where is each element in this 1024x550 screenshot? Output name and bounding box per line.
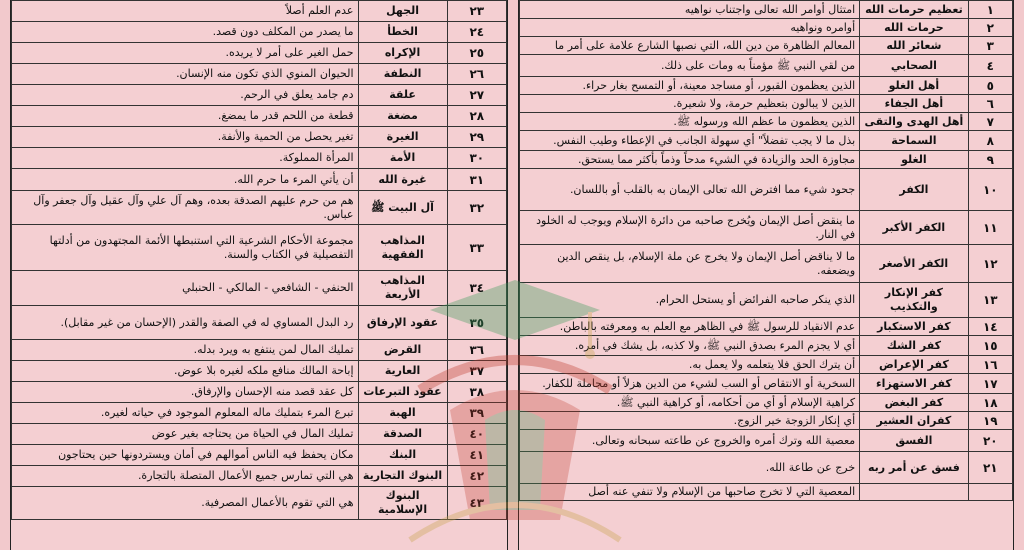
number-cell: ٢٨ <box>447 106 506 127</box>
number-cell: ٢١ <box>968 452 1012 484</box>
glossary-row <box>520 211 1013 245</box>
definition-cell: كل عقد قصد منه الإحسان والإرفاق. <box>12 382 359 403</box>
definition-cell: جحود شيء مما افترض الله تعالى الإيمان به بالقلب أو باللسان. <box>520 169 860 211</box>
definition-cell: معصية الله وترك أمره والخروج عن طاعته سبحانه وتعالى. <box>520 430 860 452</box>
left-glossary-table <box>11 0 507 520</box>
number-cell: ١٥ <box>968 336 1012 356</box>
definition-cell: دم جامد يعلق في الرحم. <box>12 85 359 106</box>
number-cell: ٢٩ <box>447 127 506 148</box>
definition-cell: أن يأتي المرء ما حرم الله. <box>12 169 359 191</box>
term-cell: الخطأ <box>358 22 447 43</box>
number-cell: ٣٣ <box>447 225 506 271</box>
term-cell: الفسق <box>860 430 968 452</box>
definition-cell: ما ينقض أصل الإيمان ويُخرج صاحبه من دائرة الإسلام ويوجب له الخلود في النار. <box>520 211 860 245</box>
number-cell: ٣٠ <box>447 148 506 169</box>
glossary-row <box>12 306 507 340</box>
number-cell: ٣٢ <box>447 191 506 225</box>
definition-cell: الذين يعظمون ما عظم الله ورسوله ﷺ. <box>520 113 860 131</box>
glossary-row <box>12 424 507 445</box>
number-cell: ٤٠ <box>447 424 506 445</box>
number-cell: ٨ <box>968 131 1012 151</box>
definition-cell: من لقي النبي ﷺ مؤمناً به ومات على ذلك. <box>520 55 860 77</box>
glossary-row <box>520 77 1013 95</box>
glossary-row <box>520 452 1013 484</box>
term-cell: البنوك التجارية <box>358 466 447 487</box>
number-cell: ٣٤ <box>447 271 506 306</box>
definition-cell: مجموعة الأحكام الشرعية التي استنبطها الأئمة المجتهدون من أدلتها التفصيلية في الكتاب والسنة. <box>12 225 359 271</box>
glossary-row <box>12 403 507 424</box>
definition-cell: خرج عن طاعة الله. <box>520 452 860 484</box>
number-cell: ٣٧ <box>447 361 506 382</box>
definition-cell: ما لا يناقض أصل الإيمان ولا يخرج عن ملة الإسلام، بل ينقص الدين ويضعفه. <box>520 245 860 283</box>
term-cell: القرض <box>358 340 447 361</box>
term-cell: النطفة <box>358 64 447 85</box>
term-cell: كفر الشك <box>860 336 968 356</box>
term-cell: حرمات الله <box>860 19 968 37</box>
definition-cell: الذين لا يبالون بتعظيم حرمة، ولا شعيرة. <box>520 95 860 113</box>
glossary-row <box>12 64 507 85</box>
term-cell: علقة <box>358 85 447 106</box>
number-cell: ٣١ <box>447 169 506 191</box>
term-cell: فسق عن أمر ربه <box>860 452 968 484</box>
term-cell: البنك <box>358 445 447 466</box>
number-cell: ٢٥ <box>447 43 506 64</box>
term-cell: شعائر الله <box>860 37 968 55</box>
number-cell: ٢ <box>968 19 1012 37</box>
term-cell: الغلو <box>860 151 968 169</box>
definition-cell: الذي ينكر صاحبه الفرائض أو يستحل الحرام. <box>520 283 860 318</box>
definition-cell: أي لا يجزم المرء بصدق النبي ﷺ، ولا كذبه، بل يشك في أمره. <box>520 336 860 356</box>
number-cell: ١ <box>968 1 1012 19</box>
glossary-row <box>520 19 1013 37</box>
term-cell: الكفر <box>860 169 968 211</box>
glossary-row <box>12 487 507 520</box>
definition-cell: المعصية التي لا تخرج صاحبها من الإسلام ولا تنفي عنه أصل <box>520 484 860 501</box>
term-cell: السماحة <box>860 131 968 151</box>
term-cell: كفر الإعراض <box>860 356 968 374</box>
definition-cell: مجاوزة الحد والزيادة في الشيء مدحاً وذماً بأكثر مما يستحق. <box>520 151 860 169</box>
number-cell: ١٦ <box>968 356 1012 374</box>
term-cell: المذاهب الفقهية <box>358 225 447 271</box>
definition-cell: بذل ما لا يجب تفضلاً" أي سهولة الجانب في الإعطاء وطيب النفس. <box>520 131 860 151</box>
glossary-row <box>12 271 507 306</box>
number-cell: ٢٤ <box>447 22 506 43</box>
definition-cell: تمليك المال لمن ينتفع به ويرد بدله. <box>12 340 359 361</box>
glossary-row <box>12 466 507 487</box>
definition-cell: كراهية الإسلام أو أي من أحكامه، أو كراهية النبي ﷺ. <box>520 394 860 412</box>
term-cell: المذاهب الأربعة <box>358 271 447 306</box>
definition-cell: حمل الغير على أمر لا يريده. <box>12 43 359 64</box>
definition-cell: إباحة المالك منافع ملكه لغيره بلا عوض. <box>12 361 359 382</box>
glossary-row <box>12 127 507 148</box>
term-cell: كفر البغض <box>860 394 968 412</box>
definition-cell: عدم الانقياد للرسول ﷺ في الظاهر مع العلم به ومعرفته بالباطن. <box>520 318 860 336</box>
glossary-row <box>520 1 1013 19</box>
glossary-row <box>12 225 507 271</box>
number-cell: ٣٩ <box>447 403 506 424</box>
term-cell: الغيرة <box>358 127 447 148</box>
number-cell: ٢٠ <box>968 430 1012 452</box>
glossary-row <box>520 37 1013 55</box>
number-cell: ٤ <box>968 55 1012 77</box>
term-cell: الأمة <box>358 148 447 169</box>
definition-cell: الذين يعظمون القبور، أو مساجد معينة، أو التمسح بغار حراء. <box>520 77 860 95</box>
number-cell: ١٩ <box>968 412 1012 430</box>
definition-cell: أي إنكار الزوجة خير الزوج. <box>520 412 860 430</box>
term-cell <box>860 484 968 501</box>
number-cell: ١٤ <box>968 318 1012 336</box>
number-cell: ٧ <box>968 113 1012 131</box>
number-cell: ٩ <box>968 151 1012 169</box>
definition-cell: أوامره ونواهيه <box>520 19 860 37</box>
glossary-row <box>12 191 507 225</box>
definition-cell: أن يترك الحق فلا يتعلمه ولا يعمل به. <box>520 356 860 374</box>
definition-cell: امتثال أوامر الله تعالى واجتناب نواهيه <box>520 1 860 19</box>
term-cell: مضغة <box>358 106 447 127</box>
number-cell: ٤٣ <box>447 487 506 520</box>
glossary-row <box>12 85 507 106</box>
glossary-row <box>520 374 1013 394</box>
number-cell: ٦ <box>968 95 1012 113</box>
glossary-row <box>520 356 1013 374</box>
term-cell: أهل الهدى والتقى <box>860 113 968 131</box>
right-glossary-body <box>520 1 1013 501</box>
definition-cell: هي التي تمارس جميع الأعمال المتصلة بالتجارة. <box>12 466 359 487</box>
definition-cell: المعالم الظاهرة من دين الله، التي نصبها الشارع علامة على أمر ما <box>520 37 860 55</box>
number-cell: ١٣ <box>968 283 1012 318</box>
glossary-row <box>520 318 1013 336</box>
glossary-row <box>12 43 507 64</box>
number-cell: ٣٦ <box>447 340 506 361</box>
term-cell: الصدقة <box>358 424 447 445</box>
term-cell: الهبة <box>358 403 447 424</box>
definition-cell: قطعة من اللحم قدر ما يمضغ. <box>12 106 359 127</box>
term-cell: كفر الاستهزاء <box>860 374 968 394</box>
number-cell: ١١ <box>968 211 1012 245</box>
number-cell: ١٧ <box>968 374 1012 394</box>
term-cell: الإكراه <box>358 43 447 64</box>
glossary-row <box>12 445 507 466</box>
definition-cell: عدم العلم أصلاً <box>12 1 359 22</box>
glossary-row <box>520 412 1013 430</box>
glossary-row <box>12 106 507 127</box>
number-cell: ١٨ <box>968 394 1012 412</box>
glossary-row <box>520 245 1013 283</box>
glossary-row <box>520 394 1013 412</box>
term-cell: تعظيم حرمات الله <box>860 1 968 19</box>
definition-cell: رد البدل المساوي له في الصفة والقدر (الإحسان من غير مقابل). <box>12 306 359 340</box>
number-cell <box>968 484 1012 501</box>
glossary-row <box>520 336 1013 356</box>
definition-cell: هي التي تقوم بالأعمال المصرفية. <box>12 487 359 520</box>
definition-cell: تمليك المال في الحياة من يحتاجه بغير عوض <box>12 424 359 445</box>
glossary-row <box>520 151 1013 169</box>
glossary-row <box>520 430 1013 452</box>
glossary-row <box>520 169 1013 211</box>
glossary-row <box>520 113 1013 131</box>
definition-cell: الحيوان المنوي الذي تكون منه الإنسان. <box>12 64 359 85</box>
glossary-row <box>12 382 507 403</box>
glossary-row <box>12 148 507 169</box>
term-cell: العارية <box>358 361 447 382</box>
definition-cell: تغير يحصل من الحمية والأنفة. <box>12 127 359 148</box>
term-cell: كفر الاستكبار <box>860 318 968 336</box>
term-cell: كفران العشير <box>860 412 968 430</box>
definition-cell: ما يصدر من المكلف دون قصد. <box>12 22 359 43</box>
number-cell: ٥ <box>968 77 1012 95</box>
term-cell: الكفر الأصغر <box>860 245 968 283</box>
number-cell: ٣٨ <box>447 382 506 403</box>
number-cell: ٢٣ <box>447 1 506 22</box>
number-cell: ٣ <box>968 37 1012 55</box>
definition-cell: المرأة المملوكة. <box>12 148 359 169</box>
term-cell: عقود الإرفاق <box>358 306 447 340</box>
term-cell: كفر الإنكار والتكذيب <box>860 283 968 318</box>
glossary-row <box>12 1 507 22</box>
left-glossary-panel <box>10 0 508 550</box>
glossary-row <box>12 361 507 382</box>
term-cell: غيرة الله <box>358 169 447 191</box>
definition-cell: مكان يحفظ فيه الناس أموالهم في أمان ويستردونها حين يحتاجون <box>12 445 359 466</box>
term-cell: أهل الغلو <box>860 77 968 95</box>
left-glossary-body <box>12 1 507 520</box>
number-cell: ٣٥ <box>447 306 506 340</box>
number-cell: ٢٧ <box>447 85 506 106</box>
term-cell: آل البيت ﷺ <box>358 191 447 225</box>
term-cell: الصحابي <box>860 55 968 77</box>
definition-cell: تبرع المرء بتمليك ماله المعلوم الموجود في حياته لغيره. <box>12 403 359 424</box>
term-cell: عقود التبرعات <box>358 382 447 403</box>
number-cell: ٤١ <box>447 445 506 466</box>
glossary-row <box>520 131 1013 151</box>
glossary-row <box>12 22 507 43</box>
glossary-row <box>520 95 1013 113</box>
number-cell: ٤٢ <box>447 466 506 487</box>
term-cell: الكفر الأكبر <box>860 211 968 245</box>
right-glossary-table <box>519 0 1013 501</box>
glossary-row <box>12 169 507 191</box>
number-cell: ١٢ <box>968 245 1012 283</box>
glossary-row <box>12 340 507 361</box>
term-cell: البنوك الإسلامية <box>358 487 447 520</box>
right-glossary-panel <box>518 0 1014 550</box>
glossary-row <box>520 484 1013 501</box>
definition-cell: هم من حرم عليهم الصدقة بعده، وهم آل علي وآل عقيل وآل جعفر وآل عباس. <box>12 191 359 225</box>
glossary-row <box>520 55 1013 77</box>
number-cell: ٢٦ <box>447 64 506 85</box>
definition-cell: الحنفي - الشافعي - المالكي - الحنبلي <box>12 271 359 306</box>
glossary-row <box>520 283 1013 318</box>
number-cell: ١٠ <box>968 169 1012 211</box>
term-cell: أهل الجفاء <box>860 95 968 113</box>
definition-cell: السخرية أو الانتقاص أو السب لشيء من الدين هزلاً أو مجاملة للكفار. <box>520 374 860 394</box>
term-cell: الجهل <box>358 1 447 22</box>
